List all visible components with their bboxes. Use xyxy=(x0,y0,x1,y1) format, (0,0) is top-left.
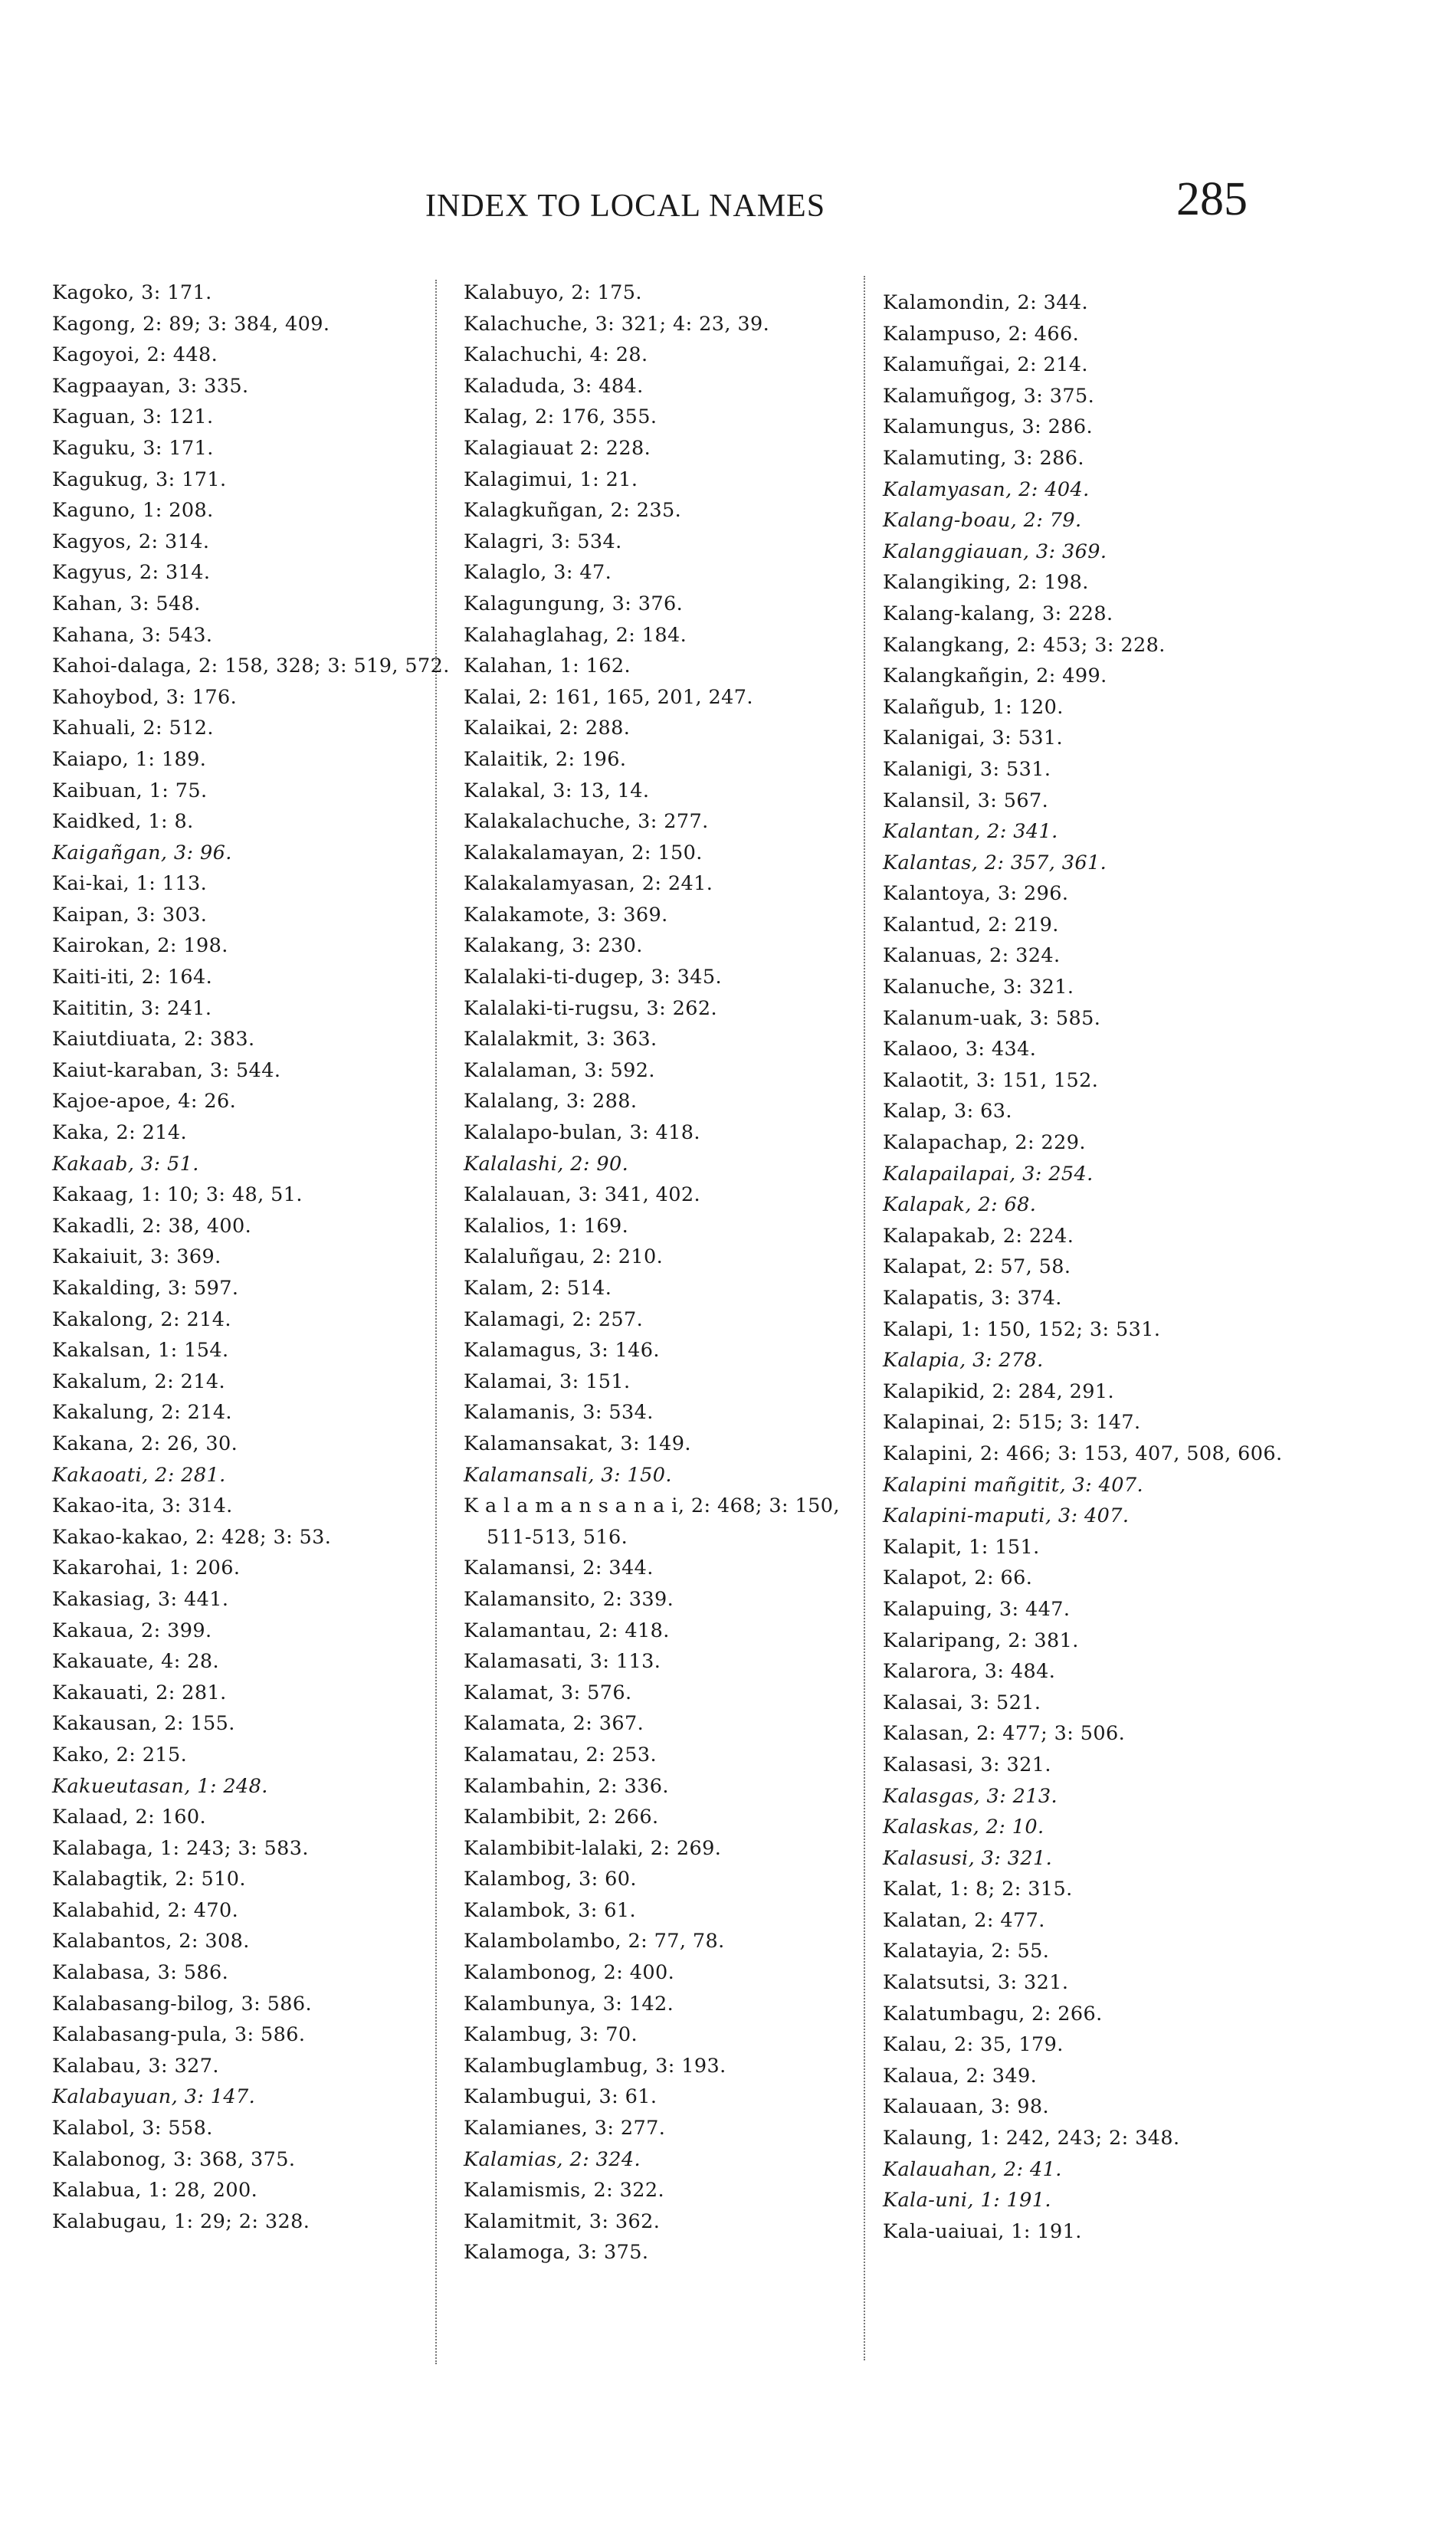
index-entry: Kaiutdiuata, 2: 383. xyxy=(52,1028,255,1051)
index-entry: Kalabugau, 1: 29; 2: 328. xyxy=(52,2209,310,2233)
index-entry: Kakasiag, 3: 441. xyxy=(52,1587,229,1611)
index-entry: Kalabantos, 2: 308. xyxy=(52,1930,250,1953)
index-entry: Kala-uni, 1: 191. xyxy=(883,2189,1051,2212)
index-entry: Kagpaayan, 3: 335. xyxy=(52,374,249,398)
index-entry: Kalarora, 3: 484. xyxy=(883,1660,1056,1684)
index-entry: Kalagiauat 2: 228. xyxy=(464,436,651,460)
index-entry: Kalabuyo, 2: 175. xyxy=(464,281,642,304)
index-entry: Kalaotit, 3: 151, 152. xyxy=(883,1068,1099,1092)
page-number: 285 xyxy=(1176,173,1248,225)
index-entry: Kalalang, 3: 288. xyxy=(464,1090,638,1114)
index-entry: Kalalauan, 3: 341, 402. xyxy=(464,1183,701,1207)
index-entry: Kalamitmit, 3: 362. xyxy=(464,2209,661,2233)
index-column-2 xyxy=(464,277,870,2268)
index-entry: Kalapini mañgitit, 3: 407. xyxy=(883,1473,1144,1497)
index-entry: Kahana, 3: 543. xyxy=(52,623,213,647)
index-entry: Kalambahin, 2: 336. xyxy=(464,1774,669,1798)
index-entry: Kalai, 2: 161, 165, 201, 247. xyxy=(464,685,753,709)
index-entry: Kalamansali, 3: 150. xyxy=(464,1463,672,1487)
index-entry: Kairokan, 2: 198. xyxy=(52,934,228,958)
index-entry: Kalabonog, 3: 368, 375. xyxy=(52,2147,296,2171)
index-entry: Kalagkuñgan, 2: 235. xyxy=(464,499,682,523)
index-entry: Kalanigai, 3: 531. xyxy=(883,727,1063,750)
index-entry: Kaguno, 1: 208. xyxy=(52,499,214,523)
index-entry: Kagoyoi, 2: 448. xyxy=(52,343,218,367)
index-entry: Kalaua, 2: 349. xyxy=(883,2064,1038,2088)
index-entry: Kalabagtik, 2: 510. xyxy=(52,1868,246,1891)
index-entry: Kalamungus, 3: 286. xyxy=(883,415,1093,439)
index-entry: Kaguan, 3: 121. xyxy=(52,405,214,429)
index-entry: Kaladuda, 3: 484. xyxy=(464,374,644,398)
index-entry: Kalapat, 2: 57, 58. xyxy=(883,1255,1071,1279)
index-entry: Kalanum-uak, 3: 585. xyxy=(883,1006,1101,1030)
index-entry: Kagyos, 2: 314. xyxy=(52,530,210,553)
index-entry: Kalantas, 2: 357, 361. xyxy=(883,851,1107,874)
index-entry: Kalapailapai, 3: 254. xyxy=(883,1162,1094,1186)
index-entry: Kalambibit, 2: 266. xyxy=(464,1806,659,1829)
index-entry: Kakalung, 2: 214. xyxy=(52,1401,232,1425)
index-entry: Kalapachap, 2: 229. xyxy=(883,1131,1086,1155)
index-entry: Kajoe-apoe, 4: 26. xyxy=(52,1090,237,1114)
index-entry: Kalalaman, 3: 592. xyxy=(464,1058,655,1082)
index-entry: Kalapini, 2: 466; 3: 153, 407, 508, 606. xyxy=(883,1442,1283,1465)
index-entry: Kalalios, 1: 169. xyxy=(464,1214,629,1238)
index-entry: Kalantoya, 3: 296. xyxy=(883,882,1069,906)
index-entry: Kalamias, 2: 324. xyxy=(464,2147,641,2171)
index-entry: Kakauati, 2: 281. xyxy=(52,1681,227,1704)
index-entry: K a l a m a n s a n a i, 2: 468; 3: 150, 511-513, 516. xyxy=(464,1494,840,1549)
index-entry: Kalau, 2: 35, 179. xyxy=(883,2033,1064,2057)
index-entry: Kalang-kalang, 3: 228. xyxy=(883,602,1113,625)
index-entry: Kala-uaiuai, 1: 191. xyxy=(883,2219,1082,2243)
index-entry: Kakao-ita, 3: 314. xyxy=(52,1494,233,1518)
index-entry: Kaiut-karaban, 3: 544. xyxy=(52,1058,281,1082)
index-entry: Kalambug, 3: 70. xyxy=(464,2023,638,2047)
index-entry: Kalamatau, 2: 253. xyxy=(464,1743,657,1766)
index-entry: Kalapi, 1: 150, 152; 3: 531. xyxy=(883,1317,1161,1341)
index-entry: Kalam, 2: 514. xyxy=(464,1277,612,1300)
index-entry: Kakaua, 2: 399. xyxy=(52,1619,212,1642)
index-entry: Kalañgub, 1: 120. xyxy=(883,695,1064,719)
index-entry: Kalachuchi, 4: 28. xyxy=(464,343,648,367)
index-entry: Kalambonog, 2: 400. xyxy=(464,1961,675,1985)
index-entry: Kalapatis, 3: 374. xyxy=(883,1287,1062,1310)
index-entry: Kalatsutsi, 3: 321. xyxy=(883,1971,1069,1995)
index-entry: Kalaad, 2: 160. xyxy=(52,1806,207,1829)
index-entry: Kalasai, 3: 521. xyxy=(883,1691,1041,1714)
index-entry: Kalakalamyasan, 2: 241. xyxy=(464,872,713,896)
index-entry: Kalalaki-ti-rugsu, 3: 262. xyxy=(464,996,717,1020)
index-entry: Kalantan, 2: 341. xyxy=(883,820,1058,844)
index-entry: Kalapak, 2: 68. xyxy=(883,1193,1037,1217)
index-entry: Kalapikid, 2: 284, 291. xyxy=(883,1379,1115,1403)
index-entry: Kakauate, 4: 28. xyxy=(52,1650,219,1674)
index-entry: Kalamianes, 3: 277. xyxy=(464,2117,666,2140)
index-entry: Kalamat, 3: 576. xyxy=(464,1681,632,1704)
index-entry: Kalamuñgog, 3: 375. xyxy=(883,384,1095,408)
index-entry: Kalakal, 3: 13, 14. xyxy=(464,779,650,802)
index-entry: Kakalsan, 1: 154. xyxy=(52,1339,229,1363)
index-entry: Kalamagus, 3: 146. xyxy=(464,1339,660,1363)
index-entry: Kako, 2: 215. xyxy=(52,1743,188,1766)
index-entry: Kakao-kakao, 2: 428; 3: 53. xyxy=(52,1525,332,1549)
index-entry: Kaiapo, 1: 189. xyxy=(52,747,207,771)
index-entry: Kalahan, 1: 162. xyxy=(464,654,631,678)
index-entry: Kahan, 3: 548. xyxy=(52,592,201,615)
index-entry: Kalalakmit, 3: 363. xyxy=(464,1028,657,1051)
index-entry: Kaipan, 3: 303. xyxy=(52,903,208,927)
index-entry: Kakaag, 1: 10; 3: 48, 51. xyxy=(52,1183,303,1207)
index-entry: Kalabau, 3: 327. xyxy=(52,2054,219,2078)
index-entry: Kalagri, 3: 534. xyxy=(464,530,622,553)
index-entry: Kakalding, 3: 597. xyxy=(52,1277,239,1300)
index-entry: Kalapia, 3: 278. xyxy=(883,1349,1044,1373)
index-entry: Kalalapo-bulan, 3: 418. xyxy=(464,1121,700,1145)
index-entry: Kalapakab, 2: 224. xyxy=(883,1224,1074,1248)
index-entry: Kalabua, 1: 28, 200. xyxy=(52,2179,258,2203)
index-entry: Kakadli, 2: 38, 400. xyxy=(52,1214,252,1238)
index-entry: Kalambok, 3: 61. xyxy=(464,1898,637,1922)
index-entry: Kalabayuan, 3: 147. xyxy=(52,2085,256,2109)
index-entry: Kakueutasan, 1: 248. xyxy=(52,1774,268,1798)
index-entry: Kalabahid, 2: 470. xyxy=(52,1898,239,1922)
index-entry: Kalaglo, 3: 47. xyxy=(464,561,612,585)
index-entry: Kalamai, 3: 151. xyxy=(464,1369,631,1393)
index-entry: Kalap, 3: 63. xyxy=(883,1100,1012,1123)
index-entry: Kalahaglahag, 2: 184. xyxy=(464,623,687,647)
index-entry: Kalansil, 3: 567. xyxy=(883,789,1049,812)
index-entry: Kalangiking, 2: 198. xyxy=(883,571,1089,595)
index-entry: Kakalong, 2: 214. xyxy=(52,1307,231,1331)
index-entry: Kagukug, 3: 171. xyxy=(52,467,227,491)
index-entry: Kalatan, 2: 477. xyxy=(883,1908,1045,1932)
index-entry: Kalakamote, 3: 369. xyxy=(464,903,668,927)
index-entry: Kakausan, 2: 155. xyxy=(52,1712,235,1736)
index-entry: Kalasusi, 3: 321. xyxy=(883,1846,1053,1870)
index-entry: Kalagungung, 3: 376. xyxy=(464,592,684,615)
index-entry: Kalalashi, 2: 90. xyxy=(464,1152,629,1176)
index-entry: Kalagimui, 1: 21. xyxy=(464,467,638,491)
index-column-1 xyxy=(52,277,458,2237)
index-entry: Kalaoo, 3: 434. xyxy=(883,1038,1037,1061)
index-entry: Kalamyasan, 2: 404. xyxy=(883,477,1090,501)
index-entry: Kagyus, 2: 314. xyxy=(52,561,211,585)
index-entry: Kalamondin, 2: 344. xyxy=(883,291,1088,314)
index-entry: Kalambolambo, 2: 77, 78. xyxy=(464,1930,725,1953)
index-entry: Kahuali, 2: 512. xyxy=(52,717,214,740)
index-column-3 xyxy=(883,287,1312,2247)
index-entry: Kalamagi, 2: 257. xyxy=(464,1307,644,1331)
index-entry: Kalabol, 3: 558. xyxy=(52,2117,213,2140)
index-entry: Kalaluñgau, 2: 210. xyxy=(464,1245,664,1269)
index-entry: Kalambugui, 3: 61. xyxy=(464,2085,657,2109)
index-entry: Kalasan, 2: 477; 3: 506. xyxy=(883,1722,1126,1746)
index-entry: Kalangkañgin, 2: 499. xyxy=(883,664,1107,688)
index-entry: Kalatumbagu, 2: 266. xyxy=(883,2002,1103,2025)
index-entry: Kalaripang, 2: 381. xyxy=(883,1629,1079,1652)
index-entry: Kakaoati, 2: 281. xyxy=(52,1463,226,1487)
index-entry: Kalampuso, 2: 466. xyxy=(883,322,1080,346)
index-entry: Kagoko, 3: 171. xyxy=(52,281,212,304)
index-entry: Kalangkang, 2: 453; 3: 228. xyxy=(883,633,1166,657)
index-entry: Kalabasa, 3: 586. xyxy=(52,1961,229,1985)
index-entry: Kaidked, 1: 8. xyxy=(52,810,194,834)
index-entry: Kalapini-maputi, 3: 407. xyxy=(883,1504,1130,1528)
page-header xyxy=(0,172,1456,257)
index-entry: Kalakang, 3: 230. xyxy=(464,934,643,958)
index-entry: Kalambibit-lalaki, 2: 269. xyxy=(464,1836,722,1860)
index-entry: Kalaikai, 2: 288. xyxy=(464,717,631,740)
index-entry: Kalanuas, 2: 324. xyxy=(883,944,1061,968)
index-entry: Kalaung, 1: 242, 243; 2: 348. xyxy=(883,2127,1180,2150)
index-entry: Kalamansakat, 3: 149. xyxy=(464,1432,691,1455)
index-entry: Kalapit, 1: 151. xyxy=(883,1535,1040,1559)
index-entry: Kaibuan, 1: 75. xyxy=(52,779,208,802)
index-entry: Kalalaki-ti-dugep, 3: 345. xyxy=(464,966,723,989)
index-entry: Kalamuting, 3: 286. xyxy=(883,446,1084,470)
index-entry: Kalag, 2: 176, 355. xyxy=(464,405,657,429)
index-entry: Kalamanis, 3: 534. xyxy=(464,1401,654,1425)
index-entry: Kalaitik, 2: 196. xyxy=(464,747,627,771)
index-entry: Kalambuglambug, 3: 193. xyxy=(464,2054,726,2078)
index-entry: Kalauahan, 2: 41. xyxy=(883,2157,1062,2181)
index-entry: Kalamoga, 3: 375. xyxy=(464,2241,649,2265)
index-entry: Kaiti-iti, 2: 164. xyxy=(52,966,213,989)
index-entry: Kalamismis, 2: 322. xyxy=(464,2179,664,2203)
index-entry: Kakaiuit, 3: 369. xyxy=(52,1245,221,1269)
index-entry: Kalakalamayan, 2: 150. xyxy=(464,841,703,864)
index-entry: Kalauaan, 3: 98. xyxy=(883,2095,1049,2119)
index-entry: Kalanuche, 3: 321. xyxy=(883,976,1074,999)
index-entry: Kalamantau, 2: 418. xyxy=(464,1619,670,1642)
index-entry: Kakaab, 3: 51. xyxy=(52,1152,199,1176)
index-entry: Kalamuñgai, 2: 214. xyxy=(883,353,1088,377)
index-entry: Kahoi-dalaga, 2: 158, 328; 3: 519, 572. xyxy=(52,654,450,678)
index-entry: Kalambog, 3: 60. xyxy=(464,1868,637,1891)
index-entry: Kalamata, 2: 367. xyxy=(464,1712,644,1736)
index-entry: Kalamasati, 3: 113. xyxy=(464,1650,661,1674)
index-entry: Kaka, 2: 214. xyxy=(52,1121,188,1145)
index-entry: Kalapinai, 2: 515; 3: 147. xyxy=(883,1411,1141,1435)
index-entry: Kalatayia, 2: 55. xyxy=(883,1940,1050,1963)
index-entry: Kalachuche, 3: 321; 4: 23, 39. xyxy=(464,312,770,336)
index-entry: Kai-kai, 1: 113. xyxy=(52,872,208,896)
index-entry: Kalang-boau, 2: 79. xyxy=(883,509,1082,533)
index-entry: Kalabaga, 1: 243; 3: 583. xyxy=(52,1836,309,1860)
index-entry: Kalasgas, 3: 213. xyxy=(883,1784,1058,1808)
index-entry: Kalamansito, 2: 339. xyxy=(464,1587,674,1611)
index-entry: Kakalum, 2: 214. xyxy=(52,1369,225,1393)
index-entry: Kahoybod, 3: 176. xyxy=(52,685,238,709)
index-entry: Kalambunya, 3: 142. xyxy=(464,1992,674,2016)
index-entry: Kalapuing, 3: 447. xyxy=(883,1597,1071,1621)
index-entry: Kalasasi, 3: 321. xyxy=(883,1753,1051,1776)
index-entry: Kaguku, 3: 171. xyxy=(52,436,214,460)
running-title: INDEX TO LOCAL NAMES xyxy=(425,189,826,224)
index-entry: Kalanggiauan, 3: 369. xyxy=(883,540,1107,563)
index-entry: Kalakalachuche, 3: 277. xyxy=(464,810,709,834)
index-entry: Kalabasang-pula, 3: 586. xyxy=(52,2023,306,2047)
index-entry: Kakarohai, 1: 206. xyxy=(52,1556,241,1580)
index-entry: Kalabasang-bilog, 3: 586. xyxy=(52,1992,313,2016)
index-entry: Kalat, 1: 8; 2: 315. xyxy=(883,1878,1073,1901)
index-entry: Kalaskas, 2: 10. xyxy=(883,1816,1044,1839)
index-entry: Kaititin, 3: 241. xyxy=(52,996,212,1020)
index-entry: Kalapot, 2: 66. xyxy=(883,1566,1033,1590)
index-entry: Kalamansi, 2: 344. xyxy=(464,1556,654,1580)
index-entry: Kakana, 2: 26, 30. xyxy=(52,1432,238,1455)
index-entry: Kalantud, 2: 219. xyxy=(883,913,1059,936)
index-entry: Kagong, 2: 89; 3: 384, 409. xyxy=(52,312,330,336)
index-entry: Kaigañgan, 3: 96. xyxy=(52,841,232,864)
index-entry: Kalanigi, 3: 531. xyxy=(883,757,1051,781)
